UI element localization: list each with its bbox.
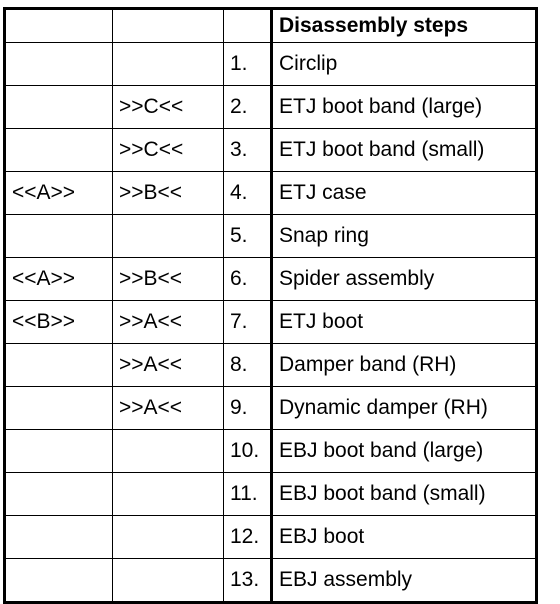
ref-a-cell: [5, 387, 113, 430]
header-disassembly-steps: Disassembly steps: [272, 9, 537, 43]
table-row: [5, 516, 537, 559]
step-description-cell: Spider assembly: [272, 258, 537, 301]
table-row: [5, 387, 537, 430]
step-number-cell: 8.: [224, 344, 272, 387]
table-row: [5, 129, 537, 172]
ref-b-cell: >>A<<: [113, 301, 224, 344]
ref-b-cell: >>A<<: [113, 387, 224, 430]
table-row: [5, 559, 537, 603]
step-number-cell: 4.: [224, 172, 272, 215]
step-number-cell: 9.: [224, 387, 272, 430]
ref-a-cell: [5, 430, 113, 473]
ref-a-cell: <<B>>: [5, 301, 113, 344]
step-number-cell: 3.: [224, 129, 272, 172]
step-description-cell: EBJ boot band (large): [272, 430, 537, 473]
ref-b-cell: [113, 43, 224, 86]
ref-a-cell: [5, 43, 113, 86]
step-description-cell: Damper band (RH): [272, 344, 537, 387]
header-col-b: [113, 9, 224, 43]
table-row: [5, 215, 537, 258]
step-description-cell: EBJ boot: [272, 516, 537, 559]
step-description-cell: ETJ boot band (large): [272, 86, 537, 129]
table-row: [5, 344, 537, 387]
ref-a-cell: [5, 129, 113, 172]
ref-a-cell: [5, 86, 113, 129]
header-col-step: [224, 9, 272, 43]
ref-b-cell: [113, 215, 224, 258]
header-col-a: [5, 9, 113, 43]
table-row: [5, 86, 537, 129]
ref-b-cell: [113, 516, 224, 559]
ref-a-cell: [5, 516, 113, 559]
step-description-cell: Circlip: [272, 43, 537, 86]
ref-a-cell: <<A>>: [5, 172, 113, 215]
header-row: [5, 9, 537, 43]
step-number-cell: 5.: [224, 215, 272, 258]
step-number-cell: 2.: [224, 86, 272, 129]
ref-a-cell: <<A>>: [5, 258, 113, 301]
step-number-cell: 7.: [224, 301, 272, 344]
ref-b-cell: >>B<<: [113, 172, 224, 215]
table-row: [5, 301, 537, 344]
ref-a-cell: [5, 559, 113, 603]
step-number-cell: 11.: [224, 473, 272, 516]
step-description-cell: ETJ boot band (small): [272, 129, 537, 172]
step-description-cell: ETJ case: [272, 172, 537, 215]
step-description-cell: Dynamic damper (RH): [272, 387, 537, 430]
ref-b-cell: >>C<<: [113, 129, 224, 172]
ref-a-cell: [5, 215, 113, 258]
ref-b-cell: [113, 559, 224, 603]
table-row: [5, 473, 537, 516]
step-number-cell: 6.: [224, 258, 272, 301]
table-row: [5, 172, 537, 215]
step-number-cell: 10.: [224, 430, 272, 473]
table-body: [5, 43, 537, 603]
step-number-cell: 12.: [224, 516, 272, 559]
table-row: [5, 43, 537, 86]
ref-b-cell: >>A<<: [113, 344, 224, 387]
step-description-cell: EBJ boot band (small): [272, 473, 537, 516]
step-description-cell: EBJ assembly: [272, 559, 537, 603]
ref-b-cell: >>C<<: [113, 86, 224, 129]
step-description-cell: Snap ring: [272, 215, 537, 258]
step-description-cell: ETJ boot: [272, 301, 537, 344]
ref-a-cell: [5, 473, 113, 516]
ref-a-cell: [5, 344, 113, 387]
table-row: [5, 430, 537, 473]
ref-b-cell: [113, 430, 224, 473]
ref-b-cell: [113, 473, 224, 516]
step-number-cell: 13.: [224, 559, 272, 603]
disassembly-table: [3, 7, 538, 604]
table-row: [5, 258, 537, 301]
ref-b-cell: >>B<<: [113, 258, 224, 301]
step-number-cell: 1.: [224, 43, 272, 86]
